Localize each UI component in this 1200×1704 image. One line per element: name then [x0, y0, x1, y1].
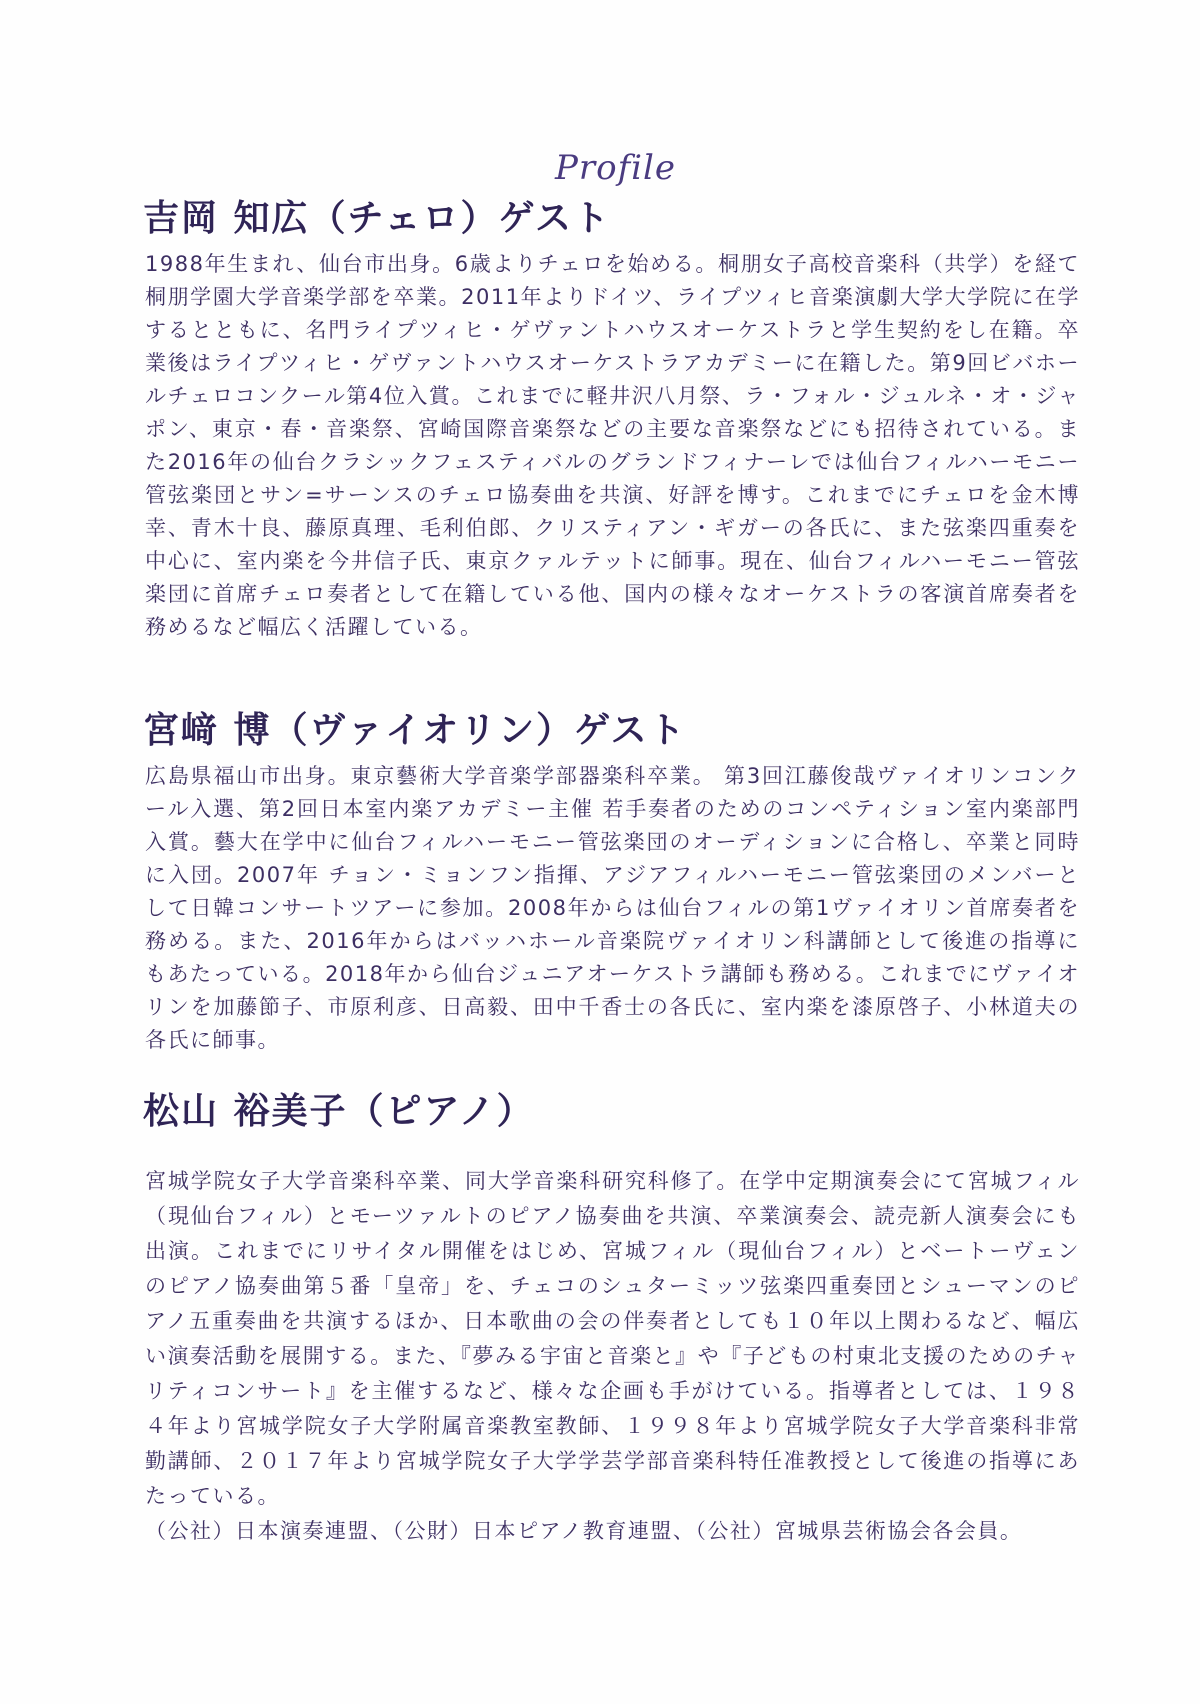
profile-bio-piano-block: [145, 1164, 1080, 1560]
profile-bio-violin: 広島県福山市出身。東京藝術大学音楽学部器楽科卒業。 第3回江藤俊哉ヴァイオリンコンクール入選、第2回日本室内楽アカデミー主催 若手奏者のためのコンペティション室内楽部門入賞。藝大在学中に仙台フィルハーモニー管弦楽団のオーディションに合格し、卒業と同時に入団。2007年 チョン・ミョンフン指揮、アジアフィルハーモニー管弦楽団のメンバーとして日韓コンサートツアーに参加。2008年からは仙台フィルの第1ヴァイオリン首席奏者を務める。また、2016年からはバッハホール音楽院ヴァイオリン科講師として後進の指導にもあたっている。2018年から仙台ジュニアオーケストラ講師も務める。これまでにヴァイオリンを加藤節子、市原利彦、日高毅、田中千香士の各氏に、室内楽を漆原啓子、小林道夫の各氏に師事。: [145, 764, 1080, 1052]
profile-heading-piano: 松山 裕美子（ピアノ）: [143, 1091, 535, 1132]
profile-heading-cello: 吉岡 知広（チェロ）ゲスト: [143, 198, 612, 239]
profile-bio-piano: 宮城学院女子大学音楽科卒業、同大学音楽科研究科修了。在学中定期演奏会にて宮城フィル（現仙台フィル）とモーツァルトのピアノ協奏曲を共演、卒業演奏会、読売新人演奏会にも出演。これまでにリサイタル開催をはじめ、宮城フィル（現仙台フィル）とベートーヴェンのピアノ協奏曲第５番「皇帝」を、チェコのシュターミッツ弦楽四重奏団とシューマンのピアノ五重奏曲を共演するほか、日本歌曲の会の伴奏者としても１０年以上関わるなど、幅広い演奏活動を展開する。また、『夢みる宇宙と音楽と』や『子どもの村東北支援のためのチャリティコンサート』を主催するなど、様々な企画も手がけている。指導者としては、１９８４年より宮城学院女子大学附属音楽教室教師、１９９８年より宮城学院女子大学音楽科非常勤講師、２０１７年より宮城学院女子大学学芸学部音楽科特任准教授として後進の指導にあたっている。: [145, 1169, 1080, 1508]
profile-heading-violin: 宮﨑 博（ヴァイオリン）ゲスト: [143, 710, 687, 751]
profile-title: Profile: [555, 148, 677, 188]
profile-memberships-piano: （公社）日本演奏連盟、（公財）日本ピアノ教育連盟、（公社）宮城県芸術協会各会員。: [145, 1519, 1023, 1543]
profile-bio-cello: 1988年生まれ、仙台市出身。6歳よりチェロを始める。桐朋女子高校音楽科（共学）を経て桐朋学園大学音楽学部を卒業。2011年よりドイツ、ライプツィヒ音楽演劇大学大学院に在学するとともに、名門ライプツィヒ・ゲヴァントハウスオーケストラと学生契約をし在籍。卒業後はライプツィヒ・ゲヴァントハウスオーケストラアカデミーに在籍した。第9回ビバホールチェロコンクール第4位入賞。これまでに軽井沢八月祭、ラ・フォル・ジュルネ・オ・ジャポン、東京・春・音楽祭、宮崎国際音楽祭などの主要な音楽祭などにも招待されている。また2016年の仙台クラシックフェスティバルのグランドフィナーレでは仙台フィルハーモニー管弦楽団とサン=サーンスのチェロ協奏曲を共演、好評を博す。これまでにチェロを金木博幸、青木十良、藤原真理、毛利伯郎、クリスティアン・ギガーの各氏に、また弦楽四重奏を中心に、室内楽を今井信子氏、東京クァルテットに師事。現在、仙台フィルハーモニー管弦楽団に首席チェロ奏者として在籍している他、国内の様々なオーケストラの客演首席奏者を務めるなど幅広く活躍している。: [145, 252, 1080, 639]
